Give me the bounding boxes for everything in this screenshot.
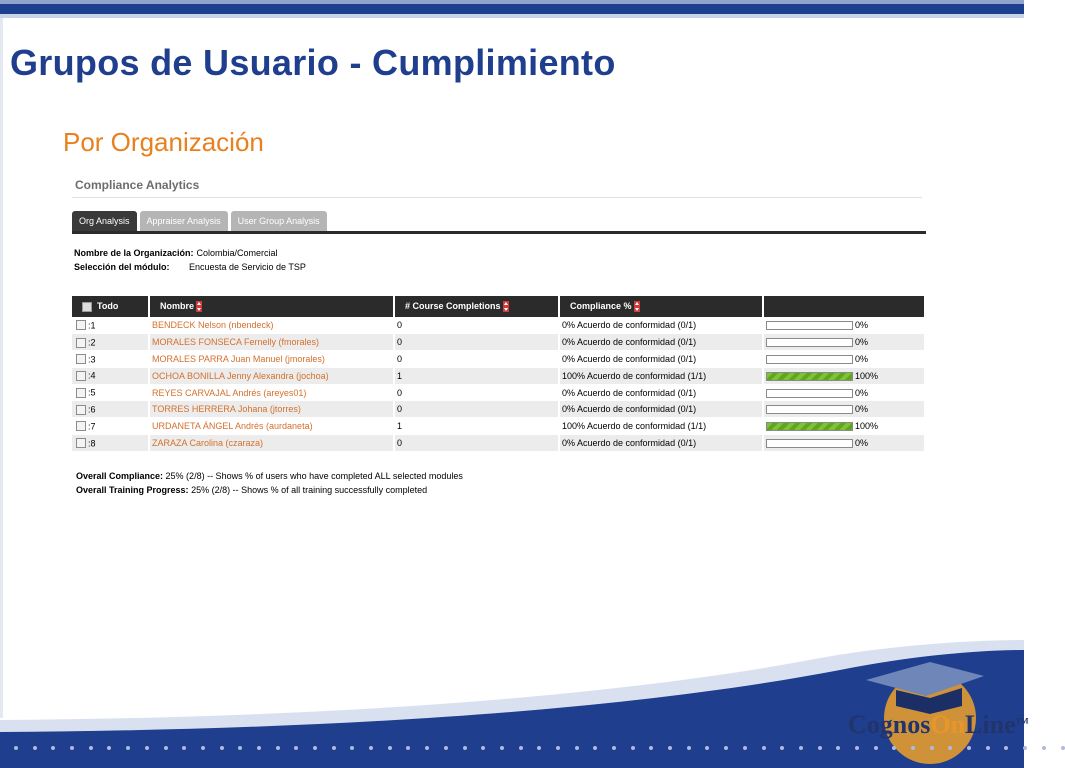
top-banner: [0, 0, 1024, 18]
tab-user-group-analysis[interactable]: User Group Analysis: [231, 211, 327, 231]
compliance-table: [72, 296, 924, 452]
summary: [72, 469, 926, 497]
module-value: Encuesta de Servicio de TSP: [189, 262, 306, 272]
decorative-dot: [818, 746, 822, 750]
decorative-dot: [201, 746, 205, 750]
compliance-analytics-panel: [72, 174, 926, 497]
user-name-cell: [149, 334, 394, 351]
tab-underline: [72, 231, 926, 234]
user-name-link[interactable]: REYES CARVAJAL Andrés (areyes01): [152, 387, 307, 398]
progress-bar-fill: [767, 423, 852, 430]
row-number: :6: [88, 404, 96, 415]
row-checkbox[interactable]: [76, 388, 86, 398]
progress-percent: 0%: [855, 387, 869, 398]
progress-cell: [763, 367, 924, 384]
name-column-header[interactable]: [149, 296, 394, 317]
user-name-link[interactable]: OCHOA BONILLA Jenny Alexandra (jochoa): [152, 370, 329, 381]
user-name-cell: [149, 435, 394, 452]
decorative-dot: [70, 746, 74, 750]
decorative-dot: [1042, 746, 1046, 750]
progress-cell: [763, 334, 924, 351]
row-checkbox[interactable]: [76, 338, 86, 348]
compliance-cell: 0% Acuerdo de conformidad (0/1): [559, 401, 763, 418]
decorative-dot: [1023, 746, 1027, 750]
user-name-cell: [149, 418, 394, 435]
select-cell: [72, 384, 149, 401]
logo-trademark: TM: [1015, 716, 1029, 726]
table-row: [72, 317, 924, 334]
row-checkbox[interactable]: [76, 320, 86, 330]
user-name-cell: [149, 317, 394, 334]
compliance-cell: 0% Acuerdo de conformidad (0/1): [559, 317, 763, 334]
decorative-dot: [836, 746, 840, 750]
training-progress-text: 25% (2/8) -- Shows % of all training successfully completed: [191, 484, 428, 495]
decorative-dot: [481, 746, 485, 750]
table-row: [72, 367, 924, 384]
decorative-dot: [948, 746, 952, 750]
decorative-dot: [799, 746, 803, 750]
completions-cell: 0: [394, 435, 559, 452]
select-cell: [72, 435, 149, 452]
sort-icon[interactable]: [196, 301, 202, 312]
user-name-link[interactable]: TORRES HERRERA Johana (jtorres): [152, 404, 301, 415]
progress-percent: 0%: [855, 404, 869, 415]
user-name-link[interactable]: BENDECK Nelson (nbendeck): [152, 320, 274, 331]
sort-icon[interactable]: [634, 301, 640, 312]
name-header-label: Nombre: [160, 300, 195, 311]
compliance-cell: 100% Acuerdo de conformidad (1/1): [559, 418, 763, 435]
completions-cell: 1: [394, 367, 559, 384]
table-row: [72, 334, 924, 351]
row-checkbox[interactable]: [76, 405, 86, 415]
compliance-cell: 0% Acuerdo de conformidad (0/1): [559, 435, 763, 452]
progress-bar-fill: [767, 373, 852, 380]
completions-header-label: # Course Completions: [405, 300, 501, 311]
select-cell: [72, 334, 149, 351]
progress-cell: [763, 384, 924, 401]
decorative-dot: [89, 746, 93, 750]
decorative-dot: [743, 746, 747, 750]
completions-cell: 0: [394, 384, 559, 401]
row-number: :5: [88, 387, 96, 398]
user-name-cell: [149, 367, 394, 384]
decorative-dot: [107, 746, 111, 750]
table-row: [72, 435, 924, 452]
decorative-dot: [593, 746, 597, 750]
slide-title: Grupos de Usuario - Cumplimiento: [10, 42, 616, 83]
table-row: [72, 384, 924, 401]
decorative-dot: [164, 746, 168, 750]
progress-bar: [766, 439, 853, 448]
progress-cell: [763, 401, 924, 418]
row-number: :8: [88, 438, 96, 449]
tab-bar: [72, 211, 926, 231]
row-number: :3: [88, 354, 96, 365]
overall-compliance: [76, 469, 926, 483]
progress-bar: [766, 372, 853, 381]
user-name-cell: [149, 384, 394, 401]
select-cell: [72, 367, 149, 384]
decorative-dot: [1004, 746, 1008, 750]
decorative-dot: [612, 746, 616, 750]
tab-appraiser-analysis[interactable]: Appraiser Analysis: [140, 211, 228, 231]
select-cell: [72, 418, 149, 435]
decorative-dot: [33, 746, 37, 750]
decorative-dot: [575, 746, 579, 750]
decorative-dot: [14, 746, 18, 750]
decorative-dot: [668, 746, 672, 750]
progress-cell: [763, 351, 924, 368]
user-name-link[interactable]: MORALES PARRA Juan Manuel (jmorales): [152, 353, 325, 364]
decorative-dot: [986, 746, 990, 750]
progress-bar: [766, 405, 853, 414]
slide-subtitle: Por Organización: [63, 127, 264, 157]
logo-on: On: [930, 710, 966, 739]
progress-percent: 0%: [855, 320, 869, 331]
decorative-dot: [855, 746, 859, 750]
organization-value: Colombia/Comercial: [196, 248, 278, 258]
progress-column-header: [763, 296, 924, 317]
decorative-dot: [967, 746, 971, 750]
decorative-dot: [444, 746, 448, 750]
organization-row: [72, 246, 926, 260]
overall-training-progress: [76, 483, 926, 497]
user-name-link[interactable]: ZARAZA Carolina (czaraza): [152, 437, 264, 448]
compliance-header-label: Compliance %: [570, 300, 632, 311]
user-name-link[interactable]: MORALES FONSECA Fernelly (fmorales): [152, 337, 320, 348]
row-number: :1: [88, 320, 96, 331]
decorative-dot: [687, 746, 691, 750]
progress-bar: [766, 422, 853, 431]
progress-cell: [763, 317, 924, 334]
decorative-dot: [425, 746, 429, 750]
decorative-dot: [257, 746, 261, 750]
user-name-link[interactable]: URDANETA ÁNGEL Andrés (aurdaneta): [152, 421, 313, 432]
selection-info: [72, 246, 926, 274]
user-name-cell: [149, 401, 394, 418]
select-cell: [72, 351, 149, 368]
row-checkbox[interactable]: [76, 371, 86, 381]
decorative-dot: [182, 746, 186, 750]
completions-cell: 0: [394, 401, 559, 418]
decorative-dot: [892, 746, 896, 750]
compliance-cell: 0% Acuerdo de conformidad (0/1): [559, 384, 763, 401]
decorative-dot: [911, 746, 915, 750]
progress-percent: 100%: [855, 370, 879, 381]
row-number: :2: [88, 337, 96, 348]
completions-cell: 0: [394, 334, 559, 351]
progress-bar: [766, 389, 853, 398]
table-row: [72, 351, 924, 368]
compliance-cell: 100% Acuerdo de conformidad (1/1): [559, 367, 763, 384]
decorative-dot: [537, 746, 541, 750]
select-cell: [72, 317, 149, 334]
decorative-dot: [51, 746, 55, 750]
decorative-dot: [145, 746, 149, 750]
decorative-dot: [294, 746, 298, 750]
module-row: [72, 260, 926, 274]
app-title: Compliance Analytics: [72, 174, 922, 198]
row-checkbox[interactable]: [76, 354, 86, 364]
progress-percent: 100%: [855, 421, 879, 432]
decorative-dot: [556, 746, 560, 750]
decorative-dot: [874, 746, 878, 750]
compliance-column-header[interactable]: [559, 296, 763, 317]
tab-org-analysis[interactable]: Org Analysis: [72, 211, 137, 231]
table-row: [72, 418, 924, 435]
decorative-dot: [406, 746, 410, 750]
decorative-dot: [276, 746, 280, 750]
progress-percent: 0%: [855, 437, 869, 448]
decorative-dot: [238, 746, 242, 750]
decorative-dot: [762, 746, 766, 750]
select-cell: [72, 401, 149, 418]
cognosonline-logo: [848, 710, 1029, 740]
decorative-dot: [126, 746, 130, 750]
sort-icon[interactable]: [503, 301, 509, 312]
decorative-dot: [369, 746, 373, 750]
decorative-dot: [1061, 746, 1065, 750]
row-checkbox[interactable]: [76, 438, 86, 448]
compliance-cell: 0% Acuerdo de conformidad (0/1): [559, 351, 763, 368]
progress-bar: [766, 338, 853, 347]
progress-cell: [763, 435, 924, 452]
table-body: [72, 317, 924, 451]
row-number: :7: [88, 421, 96, 432]
select-all-label: Todo: [97, 301, 119, 312]
table-header-row: [72, 296, 924, 317]
decorative-dot: [388, 746, 392, 750]
user-name-cell: [149, 351, 394, 368]
module-label: Selección del módulo:: [74, 262, 170, 272]
decorative-dot: [519, 746, 523, 750]
progress-percent: 0%: [855, 337, 869, 348]
decorative-dot: [631, 746, 635, 750]
completions-column-header[interactable]: [394, 296, 559, 317]
decorative-dot: [220, 746, 224, 750]
progress-percent: 0%: [855, 353, 869, 364]
top-banner-light-line: [0, 0, 1024, 4]
progress-cell: [763, 418, 924, 435]
bottom-dots: [14, 746, 1065, 750]
decorative-dot: [780, 746, 784, 750]
decorative-dot: [500, 746, 504, 750]
compliance-cell: 0% Acuerdo de conformidad (0/1): [559, 334, 763, 351]
row-number: :4: [88, 371, 96, 382]
select-all-checkbox[interactable]: [82, 302, 92, 312]
completions-cell: 0: [394, 351, 559, 368]
completions-cell: 0: [394, 317, 559, 334]
progress-bar: [766, 321, 853, 330]
training-progress-label: Overall Training Progress:: [76, 484, 189, 495]
row-checkbox[interactable]: [76, 421, 86, 431]
completions-cell: 1: [394, 418, 559, 435]
overall-compliance-label: Overall Compliance:: [76, 470, 164, 481]
decorative-dot: [930, 746, 934, 750]
decorative-dot: [705, 746, 709, 750]
left-rule: [0, 18, 3, 718]
decorative-dot: [332, 746, 336, 750]
top-banner-pale-line: [0, 14, 1024, 18]
decorative-dot: [463, 746, 467, 750]
logo-cognos: Cognos: [848, 710, 931, 739]
progress-bar: [766, 355, 853, 364]
organization-label: Nombre de la Organización:: [74, 248, 194, 258]
overall-compliance-text: 25% (2/8) -- Shows % of users who have completed ALL selected modules: [165, 470, 463, 481]
decorative-dot: [649, 746, 653, 750]
table-row: [72, 401, 924, 418]
select-all-header: [72, 296, 149, 317]
decorative-dot: [313, 746, 317, 750]
decorative-dot: [724, 746, 728, 750]
decorative-dot: [350, 746, 354, 750]
logo-line: Line: [965, 710, 1016, 739]
